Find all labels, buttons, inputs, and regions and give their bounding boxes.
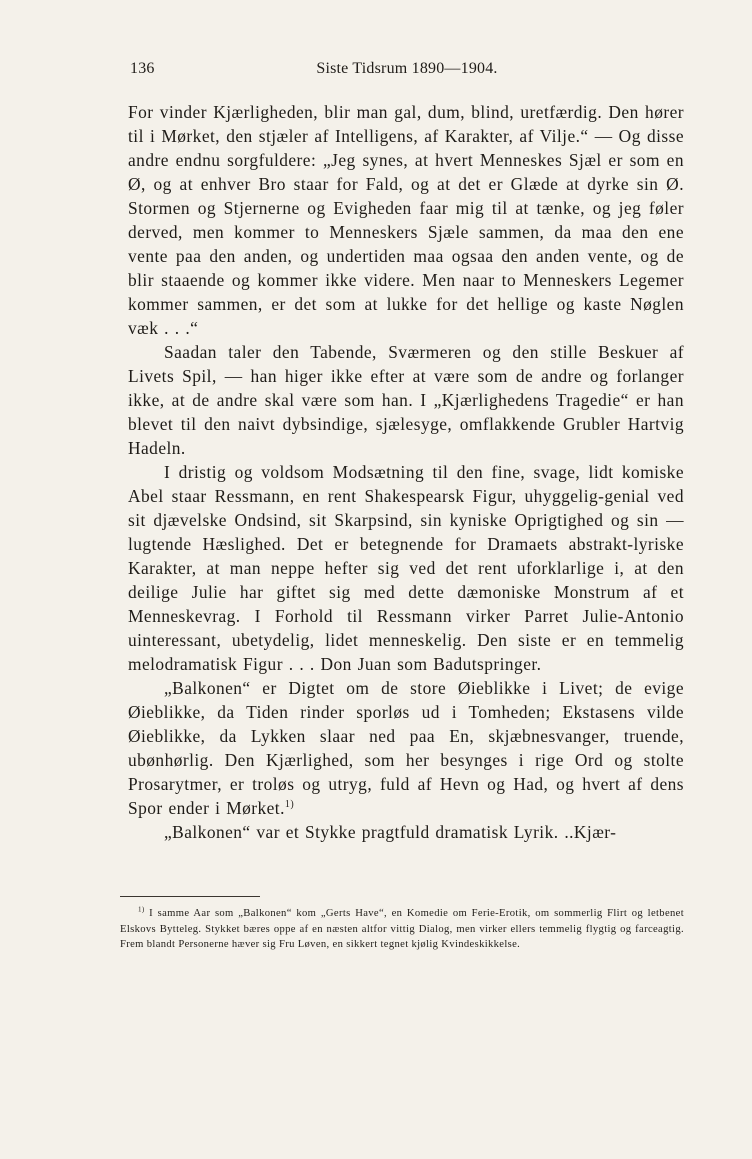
paragraph-2: Saadan taler den Tabende, Sværmeren og den stille Beskuer af Livets Spil, — han higer ikke efter at være som de andre og forlanger ikke, at de andre skal være som han. I „Kjærlighedens Tragedie“ er han blevet til den naivt dybsindige, sjælesyge, omflakkende Grubler Hartvig Hadeln. [128, 342, 684, 458]
footnote-divider [120, 896, 260, 897]
paragraph-3: I dristig og voldsom Modsætning til den fine, svage, lidt komiske Abel staar Ressmann, en rent Shakespearsk Figur, uhyggelig-genial ved sit djævelske Ondsind, sit Skarpsind, sin kyniske Oprigtighed og sin — lugtende Hæslighed. Det er betegnende for Dramaets abstrakt-lyriske Karakter, at man neppe hefter sig ved det rent uforklarlige i, at den deilige Julie har giftet sig med dette dæmoniske Monstrum af et Menneskevrag. I Forhold til Ressmann virker Parret Julie-Antonio uinteressant, ubetydelig, lidet menneskelig. Den siste er en temmelig melodramatisk Figur . . . Don Juan som Badutspringer. [128, 462, 684, 674]
running-title: Siste Tidsrum 1890—1904. [316, 60, 498, 77]
footnote-reference: 1) [284, 799, 295, 811]
footnote [120, 906, 684, 953]
paragraph-1: For vinder Kjærligheden, blir man gal, dum, blind, uretfærdig. Den hører til i Mørket, den stjæler af Intelligens, af Karakter, af Vilje.“ — Og disse andre endnu sorgfuldere: „Jeg synes, at hvert Menneskes Sjæl er som en Ø, og at enhver Bro staar for Fald, og at det er Glæde at dyrke sin Ø. Stormen og Stjernerne og Evigheden faar mig til at tænke, og jeg føler derved, men kommer to Menneskers Sjæle sammen, da maa den ene vente paa den anden, og undertiden maa ogsaa den anden vente, og de blir staaende og kommer ikke videre. Men naar to Menneskers Legemer kommer sammen, er det som at lukke for det hellige og kaste Nøglen væk . . .“ [128, 102, 684, 338]
body-text [128, 100, 684, 844]
paragraph-4 [128, 676, 684, 820]
paragraph-5: „Balkonen“ var et Stykke pragtfuld dramatisk Lyrik. ..Kjær- [164, 822, 617, 842]
page-number: 136 [130, 60, 155, 77]
footnote-marker: 1) [138, 905, 145, 914]
footnote-text: I samme Aar som „Balkonen“ kom „Gerts Have“, en Komedie om Ferie-Erotik, om sommerlig Flirt og letbenet Elskovs Bytteleg. Stykket bæres oppe af en næsten altfor vittig Dialog, men virker ellers temmelig flygtig og farceagtig. Frem blandt Personerne hæver sig Fru Løven, en sikkert tegnet kjølig Kvindeskikkelse. [120, 908, 684, 950]
paragraph-4-text: „Balkonen“ er Digtet om de store Øieblikke i Livet; de evige Øieblikke, da Tiden rinder sporløs ud i Tomheden; Ekstasens vilde Øieblikke, da Lykken slaar ned paa En, skjæbnesvanger, truende, ubønhørlig. Den Kjærlighed, som her besynges i rige Ord og stolte Prosarytmer, er troløs og utryg, fuld af Hevn og Had, og hvert af dens Spor ender i Mørket. [128, 678, 684, 818]
running-header [130, 60, 684, 84]
